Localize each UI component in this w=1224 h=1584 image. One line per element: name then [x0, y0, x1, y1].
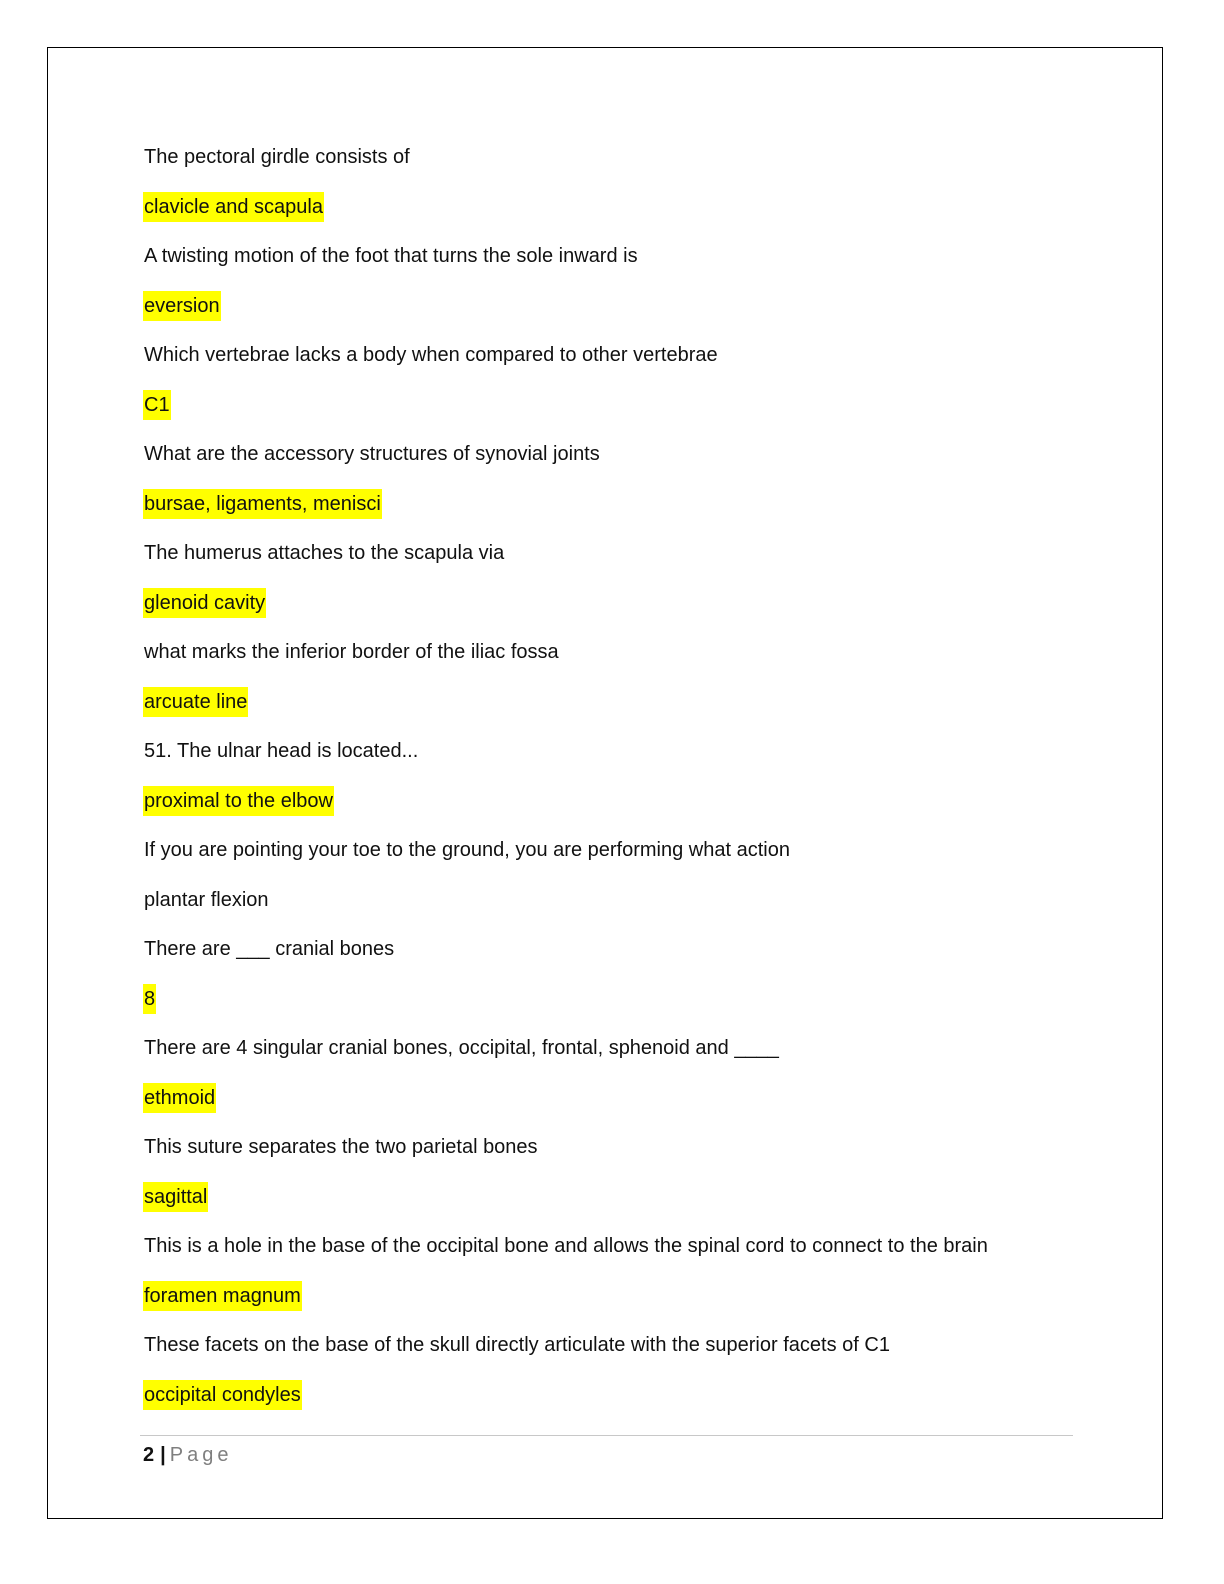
- answer-text: arcuate line: [143, 687, 248, 717]
- answer-line: [143, 489, 1083, 539]
- answer-line: [143, 192, 1083, 242]
- question-line: [143, 885, 1083, 935]
- question-line: [143, 538, 1083, 588]
- answer-text: glenoid cavity: [143, 588, 266, 618]
- question-text: plantar flexion: [144, 888, 269, 911]
- question-line: [143, 637, 1083, 687]
- question-text: There are 4 singular cranial bones, occipital, frontal, sphenoid and ____: [144, 1037, 779, 1059]
- answer-line: [143, 984, 1083, 1034]
- question-text: The pectoral girdle consists of: [144, 146, 410, 168]
- question-line: [143, 934, 1083, 984]
- question-line: [143, 241, 1083, 291]
- answer-text: C1: [143, 390, 171, 420]
- answer-line: [143, 1281, 1083, 1331]
- question-text: This is a hole in the base of the occipital bone and allows the spinal cord to connect to the brain: [144, 1235, 988, 1257]
- page-footer: [143, 1440, 232, 1470]
- answer-text: proximal to the elbow: [143, 786, 334, 816]
- answer-line: [143, 1182, 1083, 1232]
- question-line: [143, 736, 1083, 786]
- page-word: Page: [169, 1444, 233, 1466]
- question-text: This suture separates the two parietal bones: [144, 1136, 538, 1158]
- document-body: [143, 142, 1083, 1429]
- page-number: 2: [143, 1444, 155, 1466]
- answer-text: foramen magnum: [143, 1281, 302, 1311]
- question-line: [143, 142, 1083, 192]
- answer-line: [143, 687, 1083, 737]
- question-line: [143, 340, 1083, 390]
- question-text: A twisting motion of the foot that turns the sole inward is: [144, 245, 638, 267]
- answer-text: 8: [143, 984, 156, 1014]
- footer-rule: [140, 1435, 1073, 1436]
- question-line: [143, 1033, 1083, 1083]
- answer-line: [143, 291, 1083, 341]
- answer-line: [143, 1380, 1083, 1430]
- answer-line: [143, 588, 1083, 638]
- question-text: What are the accessory structures of synovial joints: [144, 443, 600, 465]
- question-text: 51. The ulnar head is located...: [144, 740, 419, 762]
- question-text: Which vertebrae lacks a body when compared to other vertebrae: [144, 344, 718, 366]
- answer-line: [143, 1083, 1083, 1133]
- answer-line: [143, 390, 1083, 440]
- answer-text: clavicle and scapula: [143, 192, 324, 222]
- question-text: There are ___ cranial bones: [144, 938, 395, 960]
- question-text: what marks the inferior border of the iliac fossa: [144, 641, 559, 663]
- question-line: [143, 1231, 1083, 1281]
- answer-text: sagittal: [143, 1182, 208, 1212]
- answer-text: occipital condyles: [143, 1380, 302, 1410]
- question-line: [143, 835, 1083, 885]
- page-separator: |: [160, 1444, 166, 1466]
- question-line: [143, 439, 1083, 489]
- question-line: [143, 1132, 1083, 1182]
- answer-text: bursae, ligaments, menisci: [143, 489, 382, 519]
- question-text: If you are pointing your toe to the ground, you are performing what action: [144, 839, 790, 861]
- answer-text: ethmoid: [143, 1083, 216, 1113]
- answer-line: [143, 786, 1083, 836]
- question-line: [143, 1330, 1083, 1380]
- question-text: These facets on the base of the skull directly articulate with the superior facets of C1: [144, 1334, 890, 1356]
- question-text: The humerus attaches to the scapula via: [144, 542, 505, 564]
- answer-text: eversion: [143, 291, 221, 321]
